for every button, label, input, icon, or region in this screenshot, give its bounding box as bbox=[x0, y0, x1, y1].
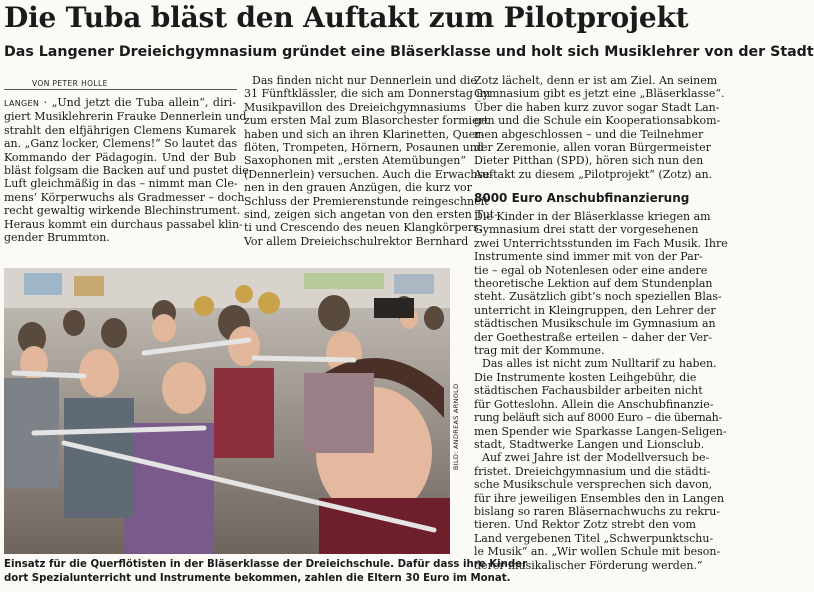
text-line: Gymnasium drei statt der vorgesehenen bbox=[474, 223, 699, 237]
text-line: recht gewaltig wirkende Blechinstrument. bbox=[4, 204, 241, 218]
text-line: ti und Crescendo des neuen Klangkörpers. bbox=[244, 221, 483, 235]
text-line: nen in den grauen Anzügen, die kurz vor bbox=[244, 181, 472, 195]
text-line: flöten, Trompeten, Hörnern, Posaunen und bbox=[244, 141, 484, 155]
body-column-1 bbox=[4, 96, 249, 245]
text-line: gender Brummton. bbox=[4, 231, 110, 245]
text-line: städtischen Musikschule im Gymnasium an bbox=[474, 317, 716, 331]
text-line: Das finden nicht nur Dennerlein und die bbox=[252, 74, 477, 87]
byline: VON PETER HOLLE bbox=[32, 79, 108, 88]
text-line: Schluss der Premierenstunde reingeschneit bbox=[244, 194, 489, 208]
text-line: giert Musiklehrerin Frauke Dennerlein und bbox=[4, 110, 247, 124]
text-line: haben und sich an ihren Klarinetten, Quer- bbox=[244, 127, 485, 141]
article-subheadline: Das Langener Dreieichgymnasium gründet eine Bläserklasse und holt sich Musiklehrer von der Stadt bbox=[4, 44, 814, 60]
text-line: zwei Unterrichtsstunden im Fach Musik. Ihre bbox=[474, 236, 728, 250]
text-line: Musikpavillon des Dreieichgymnasiums bbox=[244, 100, 466, 114]
text-line: Das alles ist nicht zum Nulltarif zu haben. bbox=[482, 357, 717, 371]
text-line: theoretische Lektion auf dem Stundenplan bbox=[474, 277, 713, 291]
text-line: Auf zwei Jahre ist der Modellversuch be- bbox=[482, 451, 710, 465]
text-line: städtischen Fachausbilder arbeiten nicht bbox=[474, 384, 703, 398]
photo-caption bbox=[4, 558, 528, 586]
article-photo bbox=[4, 268, 450, 554]
text-line: Luft gleichmäßig in das – nimmt man Cle- bbox=[4, 177, 238, 191]
text-line: 31 Fünftklässler, die sich am Donnerstag im bbox=[244, 87, 491, 101]
dateline: LANGEN bbox=[4, 99, 40, 108]
body-column-2 bbox=[244, 74, 498, 248]
text-line: bislang so raren Bläsernachwuchs zu rekru- bbox=[474, 504, 721, 518]
text-line: für ihre jeweiligen Ensembles den in Langen bbox=[474, 491, 725, 505]
text-line: Die Instrumente kosten Leihgebühr, die bbox=[474, 370, 697, 384]
article-headline: Die Tuba bläst den Auftakt zum Pilotprojekt bbox=[4, 1, 689, 34]
text-line: Instrumente sind immer mit von der Par- bbox=[474, 250, 703, 264]
text-line: trag mit der Kommune. bbox=[474, 344, 605, 358]
text-line: gen und die Schule ein Kooperationsabkom- bbox=[474, 114, 721, 128]
text-line: Zotz lächelt, denn er ist am Ziel. An seinem bbox=[474, 74, 718, 87]
section-subheading: 8000 Euro Anschubfinanzierung bbox=[474, 191, 690, 205]
text-line: der Zeremonie, allen voran Bürgermeister bbox=[474, 141, 711, 155]
text-line: tieren. Und Rektor Zotz strebt den vom bbox=[474, 518, 696, 532]
text-line: sche Musikschule versprechen sich davon, bbox=[474, 478, 713, 492]
caption-line: dort Spezialunterricht und Instrumente bekommen, zahlen die Eltern 30 Euro im Monat. bbox=[4, 573, 511, 584]
text-line: Kommando der Pädagogin. Und der Bub bbox=[4, 150, 236, 164]
text-line: le Musik“ an. „Wir wollen Schule mit beson- bbox=[474, 545, 721, 559]
text-line: Die Kinder in der Bläserklasse kriegen am bbox=[474, 210, 711, 223]
text-line: Land vergebenen Titel „Schwerpunktschu- bbox=[474, 531, 714, 545]
text-line: Heraus kommt ein durchaus passabel klin- bbox=[4, 217, 243, 231]
text-line: tie – egal ob Notenlesen oder eine andere bbox=[474, 263, 708, 277]
text-line: Saxophonen mit „ersten Atemübungen“ bbox=[244, 154, 466, 168]
text-line: Gymnasium gibt es jetzt eine „Bläserklasse“. bbox=[474, 87, 725, 101]
text-line: sind, zeigen sich angetan von den ersten Tut- bbox=[244, 208, 498, 222]
text-line: unterricht in Kleingruppen, den Lehrer der bbox=[474, 303, 716, 317]
text-line: an. „Ganz locker, Clemens!“ So lautet das bbox=[4, 137, 238, 151]
text-line: men abgeschlossen – und die Teilnehmer bbox=[474, 127, 704, 141]
text-line: für Gotteslohn. Allein die Anschubfinanzie- bbox=[474, 397, 714, 411]
text-line: der Goethestraße erteilen – daher der Ver- bbox=[474, 330, 712, 344]
text-line: zum ersten Mal zum Blasorchester formiert bbox=[244, 114, 489, 128]
body-column-3 bbox=[474, 74, 725, 181]
byline-divider bbox=[4, 89, 237, 90]
text-line: steht. Zusätzlich gibt’s noch speziellen Blas- bbox=[474, 290, 722, 304]
text-line: stadt, Stadtwerke Langen und Lionsclub. bbox=[474, 437, 705, 451]
photo-credit: BILD: ANDREAS ARNOLD bbox=[452, 383, 460, 470]
text-line: mens’ Körperwuchs als Gradmesser – doch bbox=[4, 190, 245, 204]
text-line: Über die haben kurz zuvor sogar Stadt Lan- bbox=[474, 100, 720, 114]
text-line: Auftakt zu diesem „Pilotprojekt“ (Zotz) an. bbox=[474, 167, 713, 181]
text-line: strahlt den elfjährigen Clemens Kumarek bbox=[4, 123, 236, 137]
text-line: Dieter Pitthan (SPD), hören sich nun den bbox=[474, 154, 704, 168]
text-line: bläst folgsam die Backen auf und pustet die bbox=[4, 164, 249, 178]
caption-line: Einsatz für die Querflötisten in der Bläserklasse der Dreieichschule. Dafür dass ihre Kinder bbox=[4, 559, 528, 570]
text-line: Vor allem Dreieichschulrektor Bernhard bbox=[244, 234, 469, 248]
text-line: fristet. Dreieichgymnasium und die städti- bbox=[474, 464, 711, 478]
text-line: · „Und jetzt die Tuba allein“, diri- bbox=[39, 96, 236, 109]
text-line: (Dennerlein) versuchen. Auch die Erwachse- bbox=[244, 167, 494, 181]
text-line: men Spender wie Sparkasse Langen-Seligen- bbox=[474, 424, 727, 438]
text-line: derer musikalischer Förderung werden.“ bbox=[474, 558, 703, 572]
column-1-first-line bbox=[4, 96, 236, 110]
body-column-3-continued bbox=[474, 210, 728, 572]
text-line: rung beläuft sich auf 8000 Euro – die übernah- bbox=[474, 411, 722, 425]
photo-illustration bbox=[4, 268, 450, 554]
